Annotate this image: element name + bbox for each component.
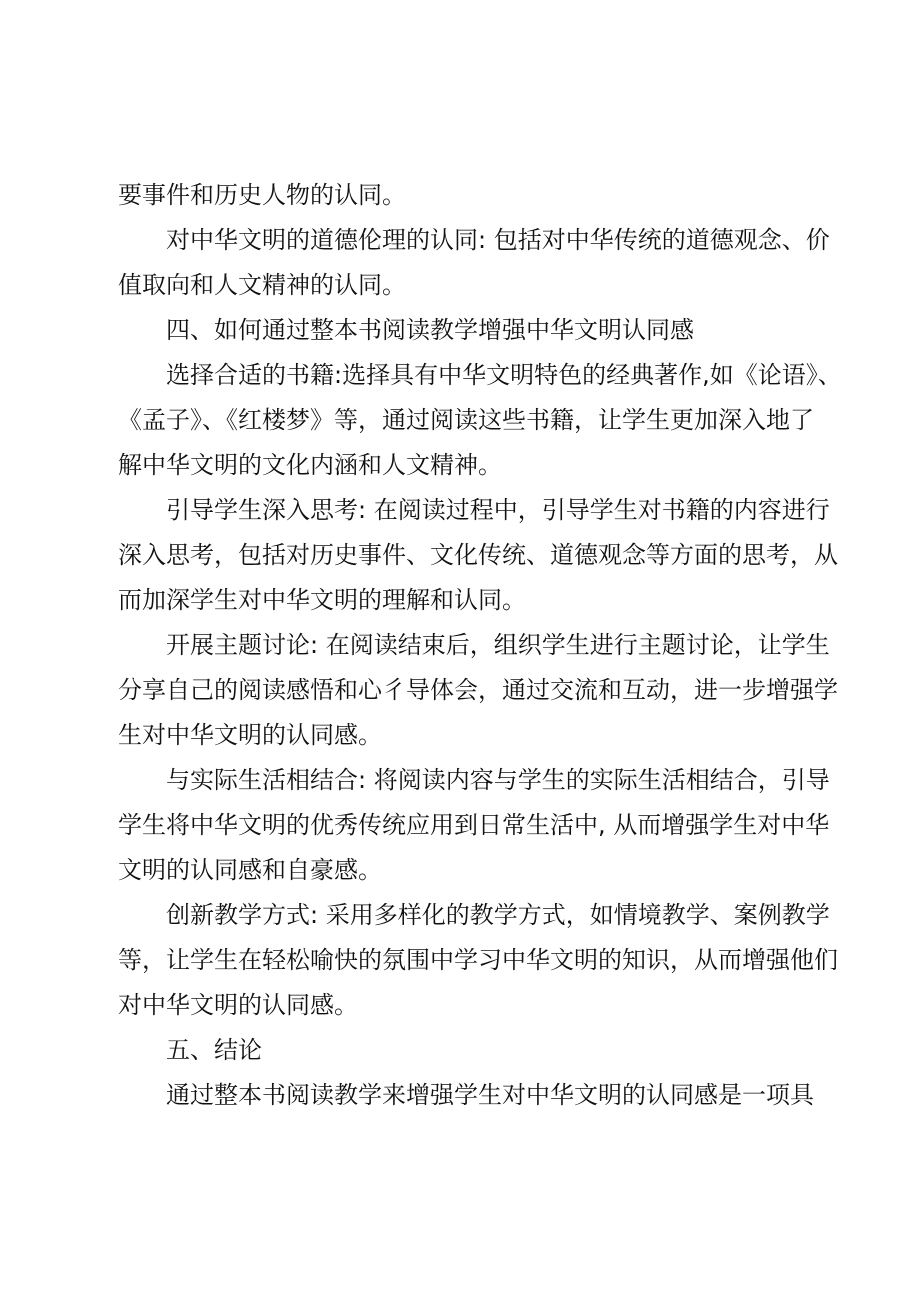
heading-text: 五、结论 bbox=[166, 1036, 262, 1064]
document-body bbox=[118, 173, 842, 1118]
text-line: 引导学生深入思考: 在阅读过程中，引导学生对书籍的内容进行 bbox=[166, 496, 830, 524]
text-line: 值取向和人文精神的认同。 bbox=[118, 271, 406, 299]
text-line: 与实际生活相结合: 将阅读内容与学生的实际生活相结合，引导 bbox=[166, 766, 830, 794]
text-line: 而加深学生对中华文明的理解和认同。 bbox=[118, 586, 526, 614]
paragraph-theme-discussion bbox=[118, 623, 838, 758]
text-line: 生对中华文明的认同感。 bbox=[118, 721, 382, 749]
heading-text: 四、如何通过整本书阅读教学增强中华文明认同感 bbox=[166, 316, 694, 344]
section-heading-four bbox=[118, 308, 818, 353]
text-line: 创新教学方式: 采用多样化的教学方式，如情境教学、案例教学 bbox=[166, 901, 830, 929]
text-line: 深入思考，包括对历史事件、文化传统、道德观念等方面的思考，从 bbox=[118, 541, 838, 569]
section-heading-five bbox=[118, 1028, 818, 1073]
paragraph-guide-thinking bbox=[118, 488, 838, 623]
text-line: 分享自己的阅读感悟和心彳导体会，通过交流和互动，进一步增强学 bbox=[118, 676, 838, 704]
paragraph-choose-books bbox=[118, 353, 842, 488]
paragraph-real-life bbox=[118, 758, 830, 893]
paragraph-innovative-teaching bbox=[118, 893, 838, 1028]
text-line: 要事件和历史人物的认同。 bbox=[118, 181, 406, 209]
paragraph-conclusion bbox=[118, 1073, 818, 1118]
text-line: 解中华文明的文化内涵和人文精神。 bbox=[118, 451, 502, 479]
text-line: 对中华文明的道德伦理的认同: 包括对中华传统的道德观念、价 bbox=[166, 226, 830, 254]
paragraph-continuation bbox=[118, 173, 818, 218]
text-line: 选择合适的书籍:选择具有中华文明特色的经典著作,如《论语》、 bbox=[166, 361, 842, 389]
text-line: 《孟子》、《红楼梦》等，通过阅读这些书籍，让学生更加深入地了 bbox=[118, 406, 814, 434]
text-line: 文明的认同感和自豪感。 bbox=[118, 856, 382, 884]
text-line: 学生将中华文明的优秀传统应用到日常生活中, 从而增强学生对中华 bbox=[118, 811, 830, 839]
paragraph-moral-identity bbox=[118, 218, 830, 308]
text-line: 对中华文明的认同感。 bbox=[118, 991, 358, 1019]
text-line: 等，让学生在轻松喻快的氛围中学习中华文明的知识，从而增强他们 bbox=[118, 946, 838, 974]
text-line: 开展主题讨论: 在阅读结束后，组织学生进行主题讨论，让学生 bbox=[166, 631, 830, 659]
text-line: 通过整本书阅读教学来增强学生对中华文明的认同感是一项具 bbox=[166, 1081, 814, 1109]
